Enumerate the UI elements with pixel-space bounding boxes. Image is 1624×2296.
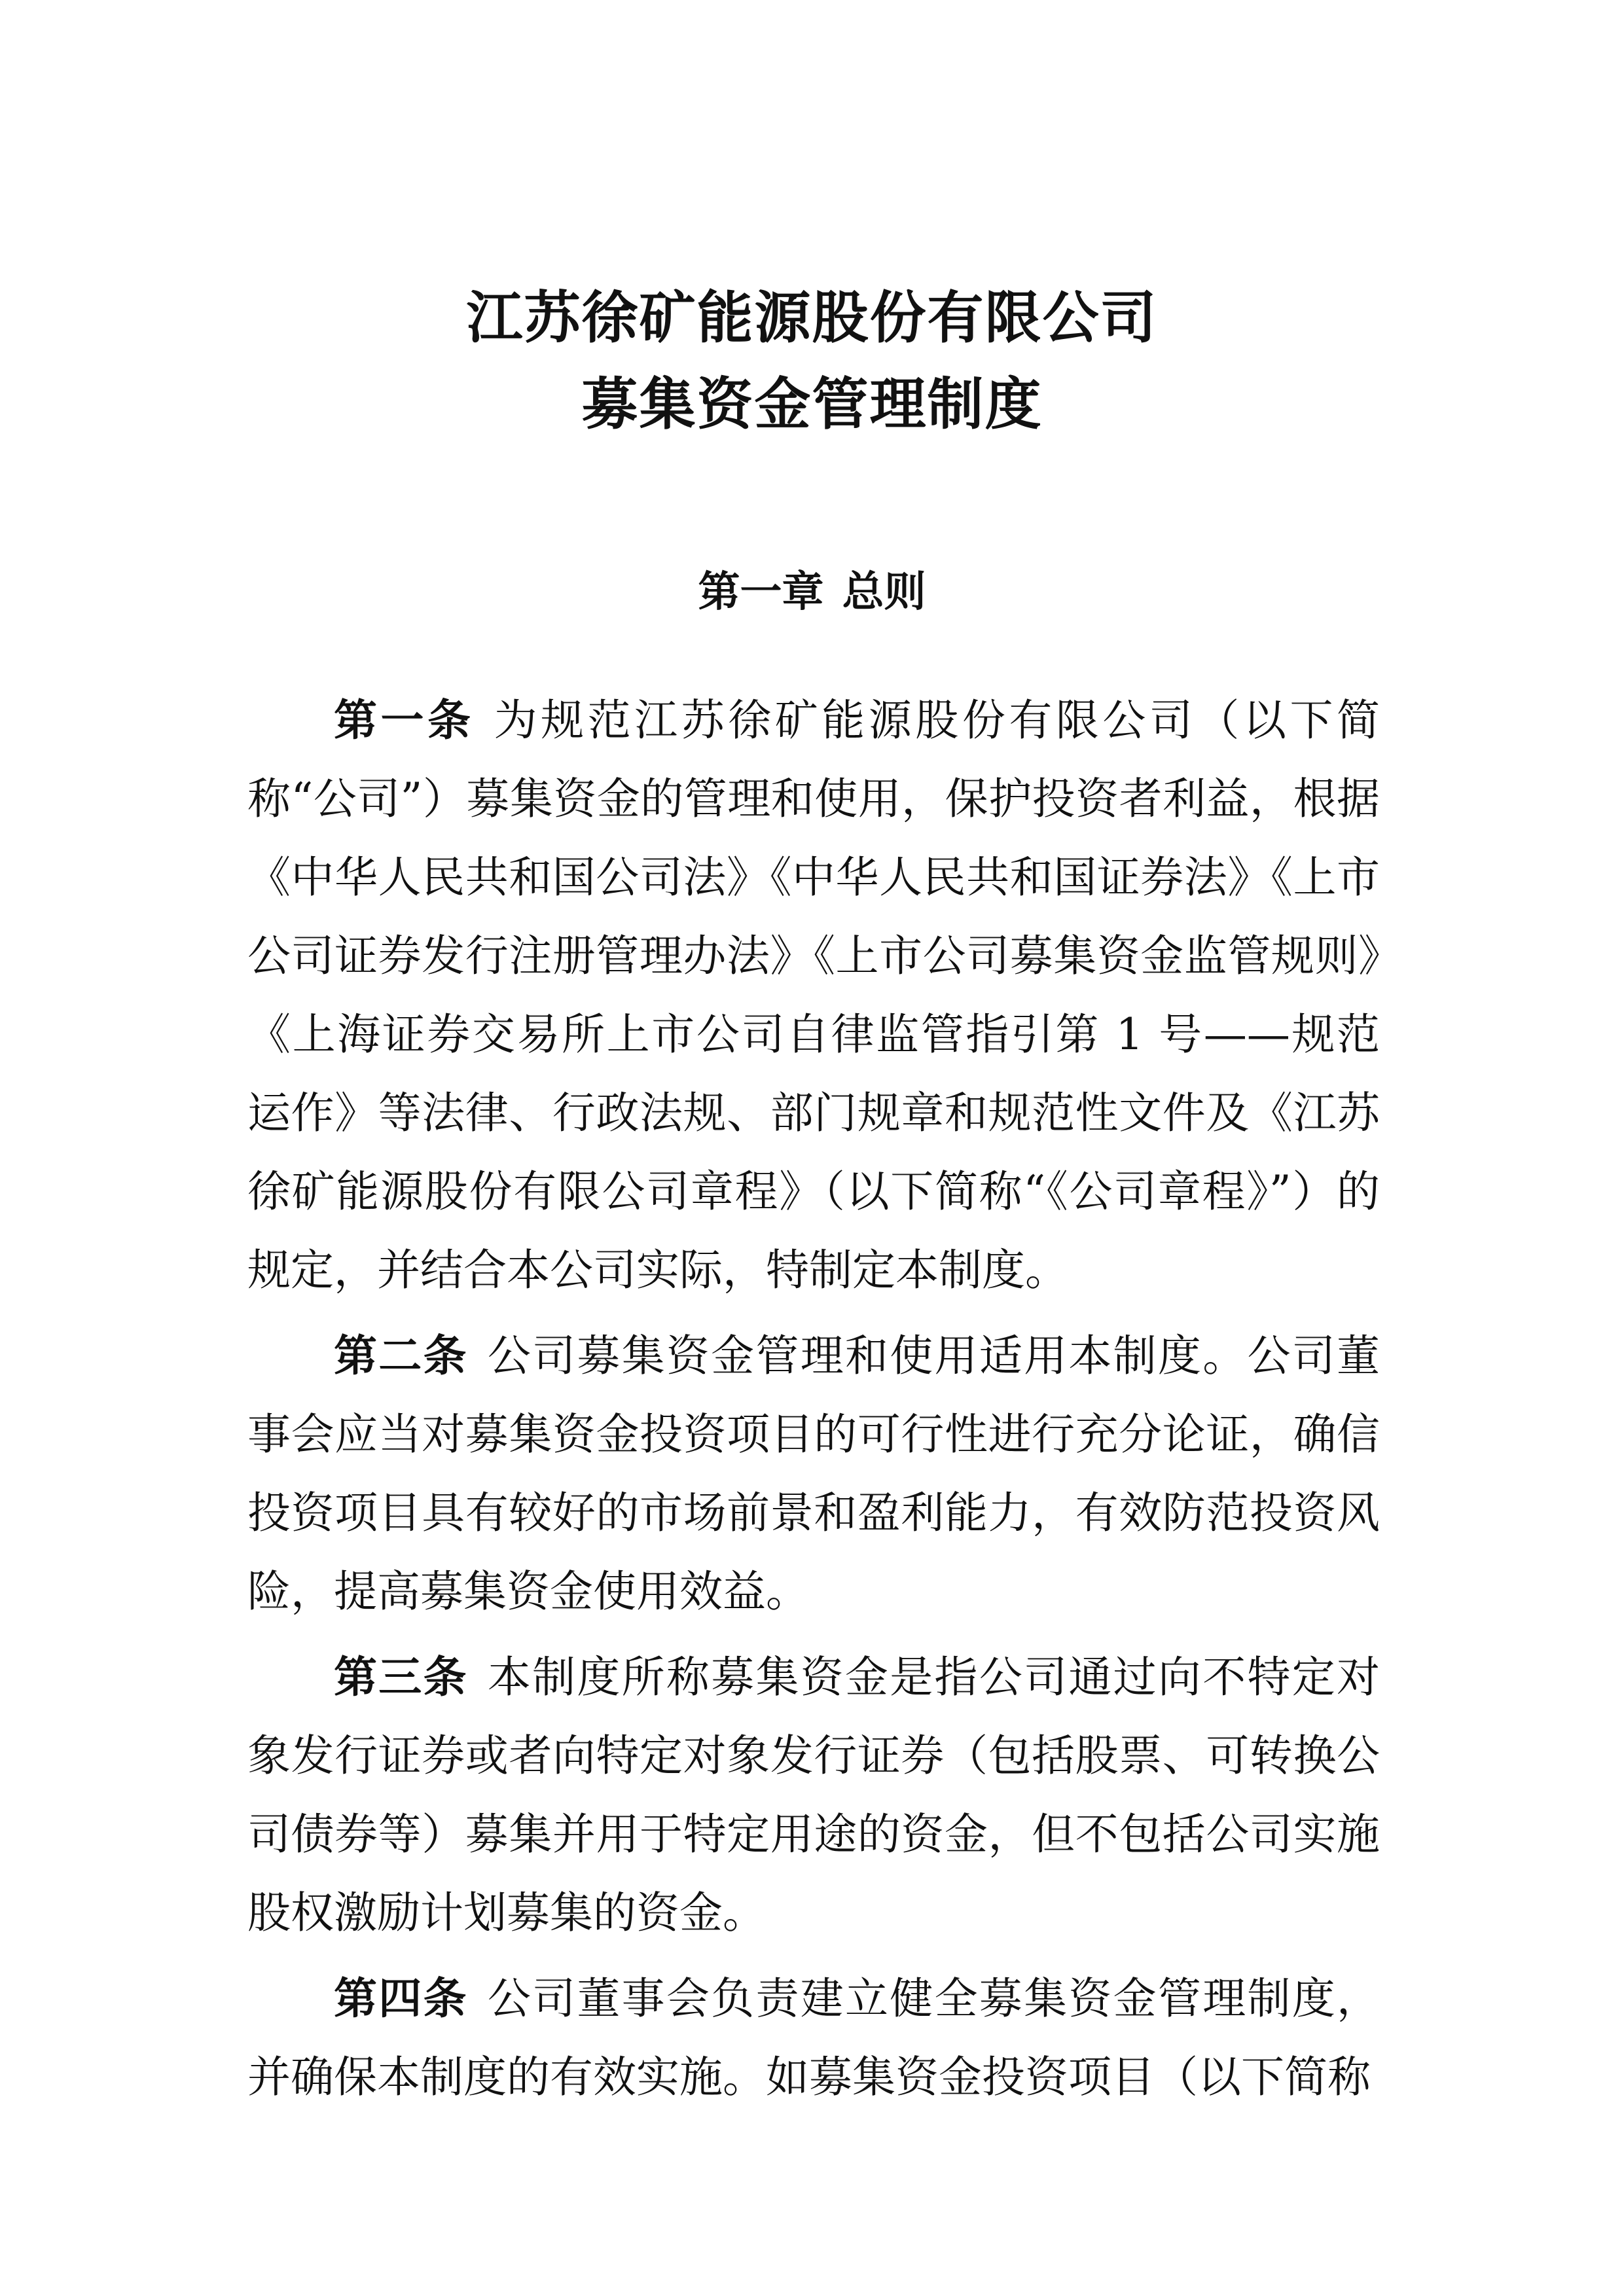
article-3 (247, 1638, 1380, 1952)
chapter-number: 第一章 (698, 567, 824, 617)
article-label: 第二条 (334, 1330, 468, 1381)
regulation-title: 募集资金管理制度 (581, 371, 1043, 437)
article-4 (247, 1959, 1380, 2117)
chapter-name: 总则 (842, 567, 926, 617)
article-text: 公司募集资金管理和使用适用本制度。公司董事会应当对募集资金投资项目的可行性进行充分论证，确信投资项目具有较好的市场前景和盈利能力，有效防范投资风险，提高募集资金使用效益。 (247, 1331, 1380, 1617)
company-name: 江苏徐矿能源股份有限公司 (466, 285, 1158, 351)
article-2 (247, 1316, 1380, 1631)
chapter-heading (0, 563, 1624, 622)
document-body (247, 681, 1380, 2123)
article-label: 第三条 (334, 1651, 468, 1702)
article-text: 为规范江苏徐矿能源股份有限公司（以下简称“公司”）募集资金的管理和使用，保护投资者利益，根据《中华人民共和国公司法》《中华人民共和国证券法》《上市公司证券发行注册管理办法》《上市公司募集资金监管规则》《上海证券交易所上市公司自律监管指引第 1 号——规范运作》等法律、行政法规、部门规章和规范性文件及《江苏徐矿能源股份有限公司章程》（以下简称“《公司章程》”）的规定，并结合本公司实际，特制定本制度。 (247, 695, 1380, 1295)
article-text: 本制度所称募集资金是指公司通过向不特定对象发行证券或者向特定对象发行证券（包括股票、可转换公司债券等）募集并用于特定用途的资金，但不包括公司实施股权激励计划募集的资金。 (247, 1652, 1380, 1938)
article-label: 第四条 (334, 1973, 468, 2024)
document-title-block (0, 275, 1624, 448)
article-text: 公司董事会负责建立健全募集资金管理制度，并确保本制度的有效实施。如募集资金投资项目（以下简称 (247, 1973, 1380, 2102)
article-label: 第一条 (334, 694, 475, 745)
article-1 (247, 681, 1380, 1310)
